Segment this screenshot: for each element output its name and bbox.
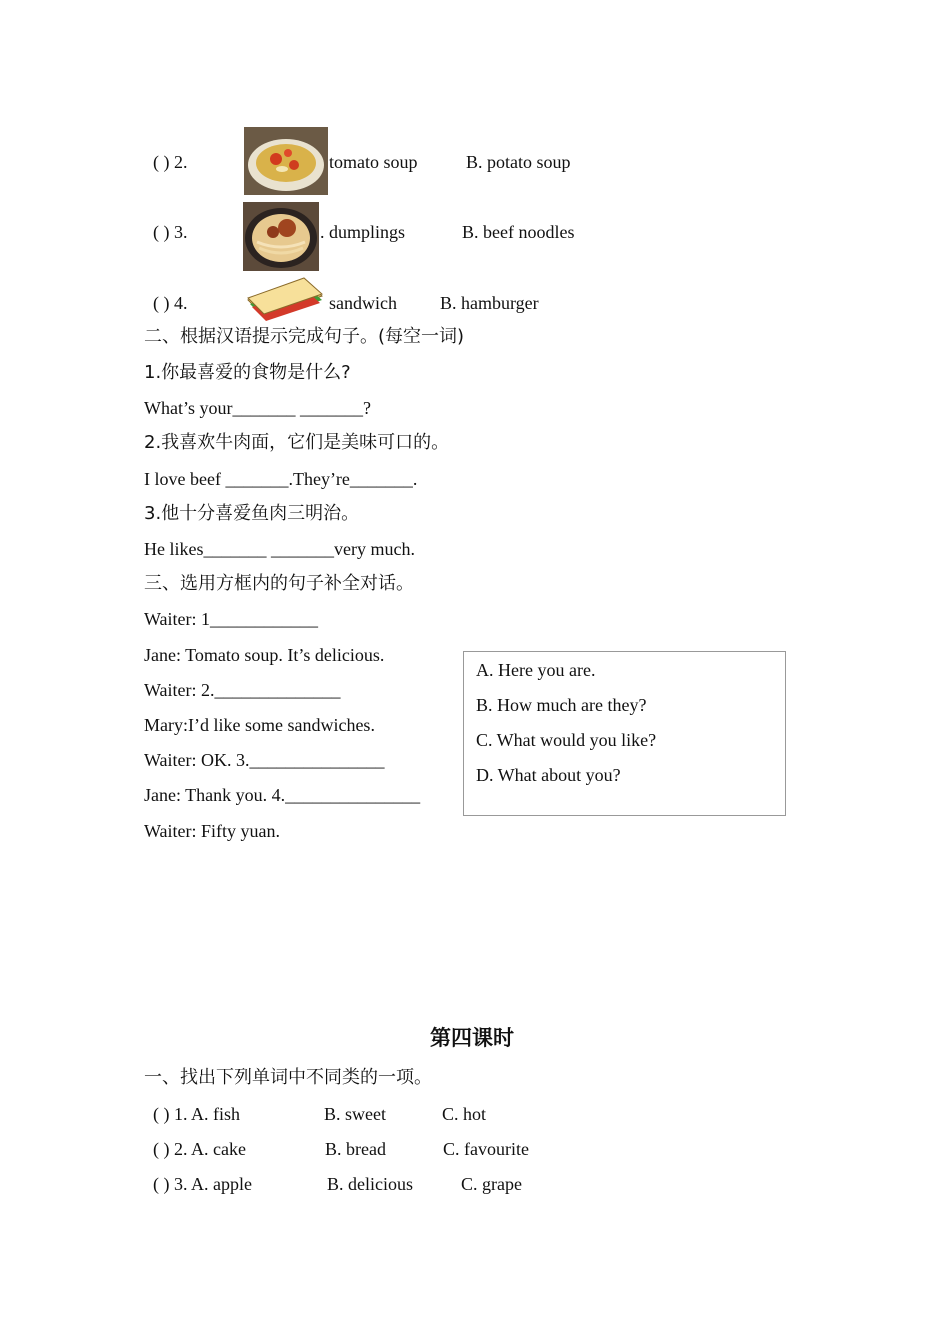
option-c: C. What would you like?: [476, 730, 657, 750]
section-3-heading: 三、选用方框内的句子补全对话。: [144, 573, 414, 594]
tomato-soup-image: [244, 127, 328, 195]
option-d: D. What about you?: [476, 765, 621, 785]
word-item-3-c: C. grape: [461, 1174, 522, 1194]
item-2-number: ( ) 2.: [153, 152, 188, 172]
item-2-option-b: B. potato soup: [466, 152, 571, 172]
item-4-number: ( ) 4.: [153, 293, 188, 313]
option-b: B. How much are they?: [476, 695, 647, 715]
word-item-1-a: ( ) 1. A. fish: [153, 1104, 240, 1124]
dialog-line: Waiter: 2.______________: [144, 680, 341, 700]
item-3-option-b: B. beef noodles: [462, 222, 575, 242]
dialog-line: Waiter: OK. 3._______________: [144, 750, 385, 770]
lesson-4-heading: 一、找出下列单词中不同类的一项。: [144, 1067, 432, 1088]
option-a: A. Here you are.: [476, 660, 596, 680]
lesson-4-title: 第四课时: [430, 1026, 514, 1050]
beef-noodles-image: [243, 202, 319, 271]
item-3-option-a: . dumplings: [320, 222, 406, 242]
question-1-chinese: 1.你最喜爱的食物是什么?: [144, 362, 351, 383]
word-item-2-a: ( ) 2. A. cake: [153, 1139, 246, 1159]
dialog-line: Waiter: Fifty yuan.: [144, 821, 281, 841]
item-2-option-a: tomato soup: [329, 152, 418, 172]
question-2-chinese: 2.我喜欢牛肉面，它们是美味可口的。: [144, 432, 450, 453]
question-1-english: What’s your_______ _______?: [144, 398, 371, 418]
word-item-1-b: B. sweet: [324, 1104, 386, 1124]
item-4-option-a: sandwich: [329, 293, 397, 313]
dialog-line: Waiter: 1____________: [144, 609, 319, 629]
item-4-option-b: B. hamburger: [440, 293, 539, 313]
question-3-chinese: 3.他十分喜爱鱼肉三明治。: [144, 503, 360, 524]
dialog-line: Mary:I’d like some sandwiches.: [144, 715, 375, 735]
item-3-number: ( ) 3.: [153, 222, 188, 242]
word-item-2-b: B. bread: [325, 1139, 386, 1159]
question-3-english: He likes_______ _______very much.: [144, 539, 415, 559]
word-item-3-b: B. delicious: [327, 1174, 413, 1194]
section-2-heading: 二、根据汉语提示完成句子。(每空一词): [144, 326, 465, 347]
word-item-2-c: C. favourite: [443, 1139, 529, 1159]
sandwich-image: [244, 276, 326, 322]
word-item-1-c: C. hot: [442, 1104, 487, 1124]
word-item-3-a: ( ) 3. A. apple: [153, 1174, 252, 1194]
question-2-english: I love beef _______.They’re_______.: [144, 469, 418, 489]
dialog-line: Jane: Tomato soup. It’s delicious.: [144, 645, 385, 665]
dialog-line: Jane: Thank you. 4._______________: [144, 785, 421, 805]
